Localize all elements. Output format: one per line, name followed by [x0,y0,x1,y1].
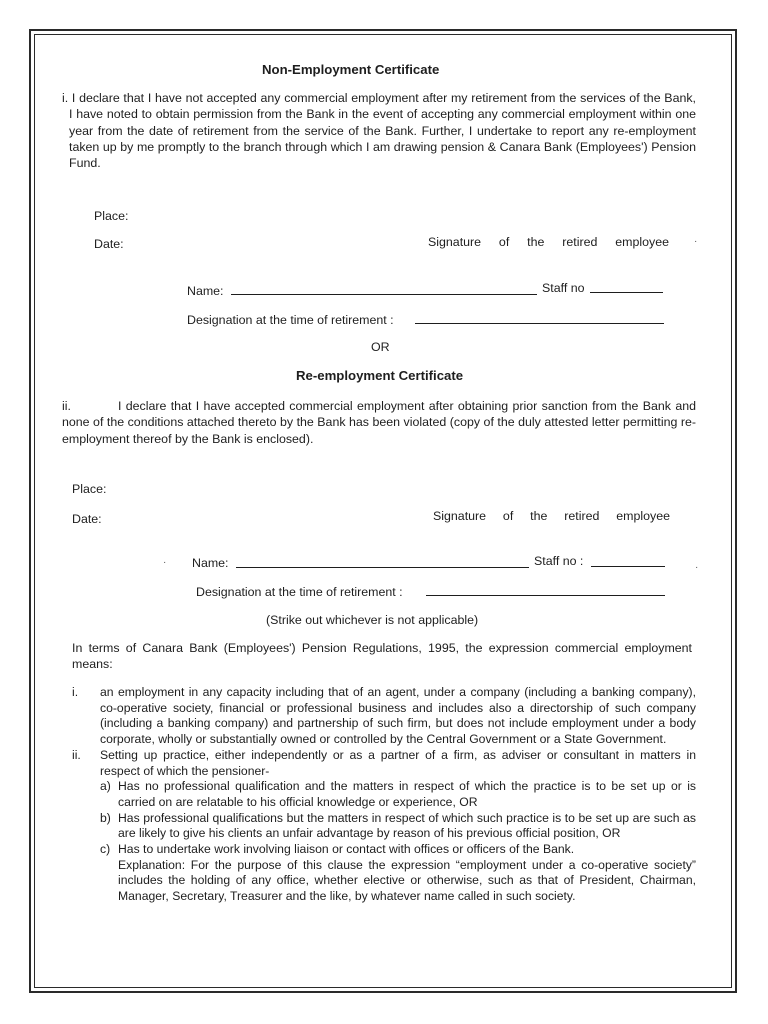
sub-item [100,811,696,842]
declaration-marker: i. [62,91,69,105]
definition-intro: In terms of Canara Bank (Employees') Pension Regulations, 1995, the expression commercial employment means: [72,641,692,672]
non-employment-declaration [62,90,696,171]
signature-word: employee [615,235,669,249]
sub-item-marker: a) [100,779,111,794]
item-text: Setting up practice, either independently or as a partner of a firm, as adviser or consultant in matters in respect of which the pensioner- [100,747,696,778]
scan-speck: · [694,236,698,247]
signature-label [433,509,670,523]
strike-out-note: (Strike out whichever is not applicable) [266,613,479,627]
designation-field[interactable] [415,323,664,324]
signature-word: of [502,509,514,523]
staff-no-field[interactable] [591,566,665,567]
designation-label: Designation at the time of retirement : [187,313,394,327]
sub-item-text: Has professional qualifications but the matters in respect of which such practice is to be set up are such as are likely to give his clients an unfair advantage by reason of his previous official position, OR [118,810,696,841]
designation-label: Designation at the time of retirement : [196,585,403,599]
signature-word: Signature [433,509,487,523]
place-label: Place: [72,482,107,496]
sub-item-text: Has no professional qualification and the matters in respect of which the practice is to be set up or is carried on are relatable to his official knowledge or experience, OR [118,779,696,809]
item-marker: i. [72,685,79,699]
declaration-text: I declare that I have not accepted any commercial employment after my retirement from the services of the Bank, I have noted to obtain permission from the Bank in the event of accepting any commercial employment within one year from the date of retirement from the service of the Bank. Further, I undertake to report any re-employment taken up by me promptly to the branch through which I am drawing pension & Canara Bank (Employees') Pension Fund. [69,91,696,171]
re-employment-declaration [62,398,696,447]
sub-item [100,842,696,858]
sub-item-text: Has to undertake work involving liaison or contact with offices or officers of the Bank. [118,842,575,857]
name-label: Name: [192,556,229,570]
staff-no-field[interactable] [590,292,663,293]
scan-speck: · [163,557,167,568]
name-field[interactable] [236,567,529,568]
definition-item [72,748,696,905]
explanation-text: Explanation: For the purpose of this clause the expression “employment under a co-operative society” includes the holding of any office, whether elective or otherwise, such as that of President, Chairman, Manager, Secretary, Treasurer and the like, by whatever name called in such society. [118,857,696,904]
item-text: an employment in any capacity including that of an agent, under a company (including a banking company), co-operative society, financial or professional business and includes also a directorship of such company (including a banking company) and partnership of such firm, but does not include employment under a body corporate, wholly or substantially owned or controlled by the Central Government or a State Government. [100,685,696,747]
date-label: Date: [94,237,124,251]
place-label: Place: [94,209,129,223]
staff-no-label: Staff no : [534,554,584,568]
signature-label [428,235,669,249]
signature-word: retired [564,509,600,523]
signature-word: the [530,509,548,523]
sub-item-marker: b) [100,810,111,825]
definition-list [72,685,696,905]
item-marker: ii. [72,747,81,762]
signature-word: the [527,235,545,249]
date-label: Date: [72,512,102,526]
signature-word: Signature [428,235,482,249]
name-label: Name: [187,284,224,298]
name-field[interactable] [231,294,537,295]
definition-item [72,685,696,748]
sub-item [100,779,696,810]
signature-word: employee [616,509,670,523]
or-separator: OR [371,340,390,354]
scan-speck: · [695,562,699,573]
declaration-marker: ii. [62,399,71,413]
designation-field[interactable] [426,595,665,596]
staff-no-label: Staff no [542,281,585,295]
re-employment-title: Re-employment Certificate [296,368,464,383]
signature-word: of [498,235,510,249]
non-employment-title: Non-Employment Certificate [262,62,440,77]
signature-word: retired [562,235,598,249]
declaration-text: I declare that I have accepted commercial employment after obtaining prior sanction from the Bank and none of the conditions attached thereto by the Bank has been violated (copy of the duly attested letter permitting re-employment thereof by the Bank is enclosed). [62,399,696,446]
sub-item-marker: c) [100,842,111,857]
